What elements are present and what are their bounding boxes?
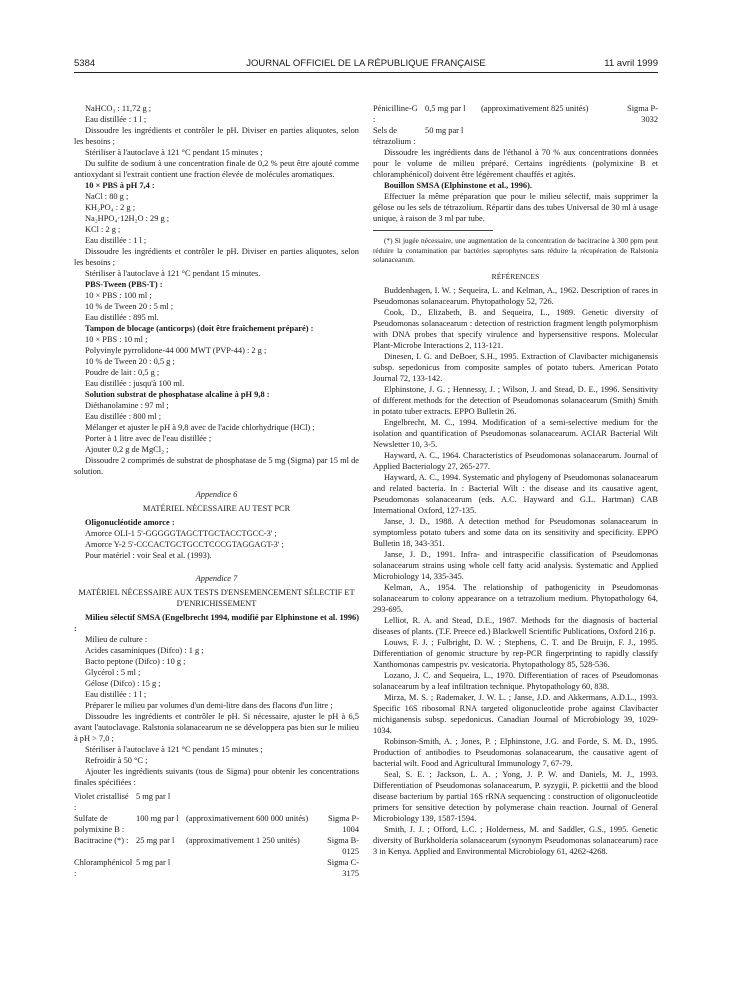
reference-item: Dinesen, I. G. and DeBoer, S.H., 1995. Extraction of Clavibacter michiganensis subsp. sepedonicus from composite samples of potato tubers. American Potato Journal 72, 133-142. bbox=[373, 351, 658, 383]
text-line: Polyvinyle pyrrolidone-44 000 MWT (PVP-44) : 2 g ; bbox=[85, 346, 267, 355]
appendix-title: MATÉRIEL NÉCESSAIRE AUX TESTS D'ENSEMENCEMENT SÉLECTIF ET D'ENRICHISSEMENT bbox=[78, 588, 355, 608]
reference-item: Janse, J. D., 1991. Infra- and intraspecific classification of Pseudomonas solanacearum strains using whole cell fatty acid analysis. Systematic and Applied Microbiology 14, 335-345. bbox=[373, 549, 658, 581]
antibiotic-name: Pénicilline-G : bbox=[373, 104, 418, 124]
reference-item: Kelman, A., 1954. The relationship of pathogenicity in Pseudomonas solanacearum to colony appearance on a tetrazolium medium. Phytopathology 64, 293-695. bbox=[373, 582, 658, 614]
section-heading: PBS-Tween (PBS-T) : bbox=[85, 280, 163, 289]
header-rule bbox=[74, 72, 658, 73]
reference-item: Lozano, J. C. and Sequeira, L., 1970. Differentiation of races of Pseudomonas solanacearum by a leaf infiltration technique. Phytopathology 60, 838. bbox=[373, 670, 658, 691]
antibiotics-table-continued bbox=[373, 103, 658, 147]
paragraph: Effectuer la même préparation que pour le milieu sélectif, mais supprimer la gélose ou les sels de tétrazolium. Répartir dans des tubes Universal de 30 ml à usage unique, à raison de 3 ml par tube. bbox=[373, 192, 658, 223]
page-number: 5384 bbox=[74, 58, 96, 69]
antibiotic-dose: 25 mg par l bbox=[136, 836, 175, 845]
text-line: 10 % de Tween 20 : 5 ml ; bbox=[85, 302, 174, 311]
paragraph: Dissoudre 2 comprimés de substrat de phosphatase de 5 mg (Sigma) par 15 ml de solution. bbox=[74, 456, 359, 476]
paragraph: Préparer le milieu par volumes d'un demi-litre dans des flacons d'un litre ; bbox=[85, 701, 333, 710]
text-line: Ajouter 0,2 g de MgCl₂ ; bbox=[85, 445, 169, 454]
reference-item: Engelbrecht, M. C., 1994. Modification of a semi-selective medium for the isolation and quantification of Pseudomonas solanacearum. ACIAR Bacterial Wilt Newsletter 10, 3-5. bbox=[373, 417, 658, 449]
paragraph: Dissoudre les ingrédients et contrôler le pH. Diviser en parties aliquotes, selon les besoins ; bbox=[74, 247, 359, 267]
paragraph: Ajouter les ingrédients suivants (tous de Sigma) pour obtenir les concentrations finales spécifiées : bbox=[74, 767, 359, 787]
text-line: KH₂PO₄ : 2 g ; bbox=[85, 203, 136, 212]
paragraph: Dissoudre les ingrédients dans de l'éthanol à 70 % aux concentrations données pour le volume de milieu préparé. Certains ingrédients (polymixine B et chloramphénicol) doivent être légèrement chauffés et agités. bbox=[373, 148, 658, 179]
text-line: Refroidir à 50 °C ; bbox=[85, 756, 148, 765]
left-column bbox=[74, 103, 359, 879]
text-line: Bacto peptone (Difco) : 10 g ; bbox=[85, 657, 186, 666]
text-line: Poudre de lait : 0,5 g ; bbox=[85, 368, 160, 377]
text-line: KCl : 2 g ; bbox=[85, 225, 121, 234]
antibiotic-ref bbox=[319, 791, 359, 813]
text-line: Stériliser à l'autoclave à 121 °C pendant 15 minutes. bbox=[85, 269, 261, 278]
text-line: Porter à 1 litre avec de l'eau distillée ; bbox=[85, 434, 212, 443]
text-line: Diéthanolamine : 97 ml ; bbox=[85, 401, 169, 410]
reference-item: Robinson-Smith, A. ; Jones, P. ; Elphinstone, J.G. and Forde, S. M. D., 1995. Production of antibodies to Pseudomonas solanacearum, the causative agent of bacterial wilt. Food and Agricultural Immunology 7, 67-79. bbox=[373, 736, 658, 768]
antibiotics-table bbox=[74, 791, 359, 879]
antibiotic-approx: (approximativement 600 000 unités) bbox=[186, 814, 309, 823]
antibiotic-approx: (approximativement 1 250 unités) bbox=[186, 836, 300, 845]
reference-item: Mirza, M. S. ; Rademaker, J. W. L. ; Janse, J.D. and Akkermans, A.D.L., 1993. Specific 16S ribosomal RNA targeted oligonucleotide probe against Clavibacter michiganensis subsp. sepedonicus. Canadian Journal of Microbiology 39, 1029-1034. bbox=[373, 692, 658, 735]
text-line: Na₂HPO₄·12H₂O : 29 g ; bbox=[85, 214, 170, 223]
text-line: Stériliser à l'autoclave à 121 °C pendant 15 minutes ; bbox=[85, 148, 263, 157]
text-line: Acides casaminiques (Difco) : 1 g ; bbox=[85, 646, 204, 655]
paragraph: Du sulfite de sodium à une concentration finale de 0,2 % peut être ajouté comme antioxydant si l'extrait contient une fraction élevée de molécules aromatiques. bbox=[74, 159, 359, 179]
reference-item: Smith, J. J. ; Offord, L.C. ; Holderness, M. and Saddler, G.S., 1995. Genetic diversity of Burkholderia solanacearum (synonym Pseudomonas solanacearum) race 3 in Kenya. Applied and Environmental Microbiology 61, 4262-4268. bbox=[373, 824, 658, 856]
text-line: 10 % de Tween 20 : 0,5 g ; bbox=[85, 357, 175, 366]
text-line: 10 × PBS : 100 ml ; bbox=[85, 291, 152, 300]
text-line: Amorce OLI-1 5'-GGGGGTAGCTTGCTACCTGCC-3' ; bbox=[85, 529, 277, 538]
text-line: Eau distillée : 1 l ; bbox=[85, 115, 147, 124]
antibiotic-approx: (approximativement 825 unités) bbox=[481, 104, 589, 113]
antibiotic-ref: Sigma B-0125 bbox=[327, 836, 359, 856]
antibiotic-name: Sulfate de polymixine B : bbox=[74, 814, 125, 834]
page-header bbox=[74, 58, 658, 70]
reference-item: Buddenhagen, I. W. ; Sequeira, L. and Kelman, A., 1962. Description of races in Pseudomonas solanacearum. Phytopathology 52, 726. bbox=[373, 285, 658, 306]
text-line: Eau distillée : jusqu'à 100 ml. bbox=[85, 379, 185, 388]
journal-title: JOURNAL OFFICIEL DE LA RÉPUBLIQUE FRANÇAISE bbox=[246, 58, 486, 69]
text-line: Pour matériel : voir Seal et al. (1993). bbox=[85, 551, 212, 560]
text-line: Gélose (Difco) : 15 g ; bbox=[85, 679, 161, 688]
references-list bbox=[373, 285, 658, 857]
paragraph: Dissoudre les ingrédients et contrôler le pH. Si nécessaire, ajuster le pH à 6,5 avant l'autoclavage. Ralstonia solanacearum ne se développera pas bien sur le milieu à pH > 7,0 ; bbox=[74, 712, 359, 743]
section-heading: Milieu sélectif SMSA (Engelbrecht 1994, modifié par Elphinstone et al. 1996) : bbox=[74, 613, 359, 633]
appendix-title: MATÉRIEL NÉCESSAIRE AU TEST PCR bbox=[142, 504, 291, 513]
reference-item: Lelliot, R. A. and Stead, D.E., 1987. Methods for the diagnosis of bacterial diseases of plants. (T.F. Preece ed.) Blackwell Scientific Publications, Oxford 216 p. bbox=[373, 615, 658, 636]
appendix-label: Appendice 6 bbox=[195, 490, 238, 499]
references-title: RÉFÉRENCES bbox=[491, 271, 540, 281]
antibiotic-name: Violet cristallisé : bbox=[74, 792, 129, 812]
footnote: (*) Si jugée nécessaire, une augmentation de la concentration de bacitracine à 300 ppm peut réduire la contamination par bactéries saprophytes sans réduire la récupération de Ralstonia solanacearum. bbox=[373, 236, 658, 264]
reference-item: Janse, J. D., 1988. A detection method for Pseudomonas solanacearum in symptomless potato tubers and some data on its sensitivity and specificity. EPPO Bulletin 18, 343-351. bbox=[373, 516, 658, 548]
reference-item: Seal, S. E. ; Jackson, L. A. ; Yong, J. P. W. and Daniels, M. J., 1993. Differentiation of Pseudomonas solanacearum, P. syzygii, P. pickettii and the blood disease bacterium by partial 16S rRNA sequencing : construction of oligonucleotide primers for sensitive detection by polymerase chain reaction. Journal of General Microbiology 139, 1587-1594. bbox=[373, 769, 658, 823]
antibiotic-approx bbox=[186, 857, 315, 879]
antibiotic-approx bbox=[481, 125, 614, 147]
text-line: 10 × PBS : 10 ml ; bbox=[85, 335, 148, 344]
antibiotic-dose: 5 mg par l bbox=[136, 858, 171, 867]
text-line: Stériliser à l'autoclave à 121 °C pendant 15 minutes ; bbox=[85, 745, 263, 754]
section-heading: Bouillon SMSA (Elphinstone et al., 1996). bbox=[384, 181, 532, 190]
text-line: NaHCO₃ : 11,72 g ; bbox=[85, 104, 152, 113]
antibiotic-name: Sels de tétrazolium : bbox=[373, 126, 416, 146]
reference-item: Elphinstone, J. G. ; Hennessy, J. ; Wilson, J. and Stead, D. E., 1996. Sensitivity of different methods for the detection of Pseudomonas solanacearum (Smith) Smith in potato tuber extracts. EPPO Bulletin 26. bbox=[373, 384, 658, 416]
paragraph: Dissoudre les ingrédients et contrôler le pH. Diviser en parties aliquotes, selon les besoins ; bbox=[74, 126, 359, 146]
text-line: Eau distillée : 1 l ; bbox=[85, 236, 147, 245]
text-line: Eau distillée : 800 ml ; bbox=[85, 412, 162, 421]
issue-date: 11 avril 1999 bbox=[604, 58, 658, 69]
text-line: Milieu de culture : bbox=[85, 635, 148, 644]
reference-item: Hayward, A. C., 1994. Systematic and phylogeny of Pseudomonas solanacearum and related bacteria. In : Bacterial Wilt : the disease and its causative agent, Pseudomonas solanacearum (eds. A.C. Hayward and G.L. Hartman) CAB International Oxford, 127-135. bbox=[373, 472, 658, 515]
antibiotic-ref: Sigma C-3175 bbox=[327, 858, 359, 878]
text-line: NaCl : 80 g ; bbox=[85, 192, 129, 201]
paragraph: Mélanger et ajuster le pH à 9,8 avec de l'acide chlorhydrique (HCl) ; bbox=[85, 423, 315, 432]
text-line: Eau distillée : 1 l ; bbox=[85, 690, 147, 699]
antibiotic-approx bbox=[186, 791, 315, 813]
antibiotic-dose: 0,5 mg par l bbox=[425, 104, 466, 113]
section-heading: Oligonucléotide amorce : bbox=[85, 518, 175, 527]
section-heading: 10 × PBS à pH 7,4 : bbox=[85, 181, 155, 190]
reference-item: Hayward, A. C., 1964. Characteristics of Pseudomonas solanacearum. Journal of Applied Bacteriology 27, 265-277. bbox=[373, 450, 658, 471]
antibiotic-dose: 5 mg par l bbox=[136, 792, 171, 801]
antibiotic-dose: 50 mg par l bbox=[425, 126, 464, 135]
text-line: Eau distillée : 895 ml. bbox=[85, 313, 159, 322]
antibiotic-ref: Sigma P-3032 bbox=[627, 104, 658, 124]
antibiotic-name: Chloramphénicol : bbox=[74, 858, 133, 878]
appendix-label: Appendice 7 bbox=[195, 574, 238, 583]
antibiotic-ref: Sigma P-1004 bbox=[328, 814, 359, 834]
footnote-rule bbox=[373, 230, 493, 231]
text-line: Amorce Y-2 5'-CCCACTGCTGCCTCCCGTAGGAGT-3' ; bbox=[85, 540, 284, 549]
section-heading: Solution substrat de phosphatase alcaline à pH 9,8 : bbox=[85, 390, 270, 399]
antibiotic-dose: 100 mg par l bbox=[136, 814, 179, 823]
antibiotic-ref bbox=[618, 125, 658, 147]
antibiotic-name: Bacitracine (*) : bbox=[74, 836, 129, 845]
reference-item: Cook, D., Elizabeth, B. and Sequeira, L., 1989. Genetic diversity of Pseudomonas solanacearum : detection of restriction fragment length polymorphism with DNA probes that specify virulence and hypersensitive respons. Molecular Plant-Microbe Interactions 2, 113-121. bbox=[373, 307, 658, 350]
section-heading: Tampon de blocage (anticorps) (doit être fraîchement préparé) : bbox=[85, 324, 314, 333]
reference-item: Louws, F. J. ; Fulbright, D. W. ; Stephens, C. T. and De Bruijn, F. J., 1995. Differentiation of genomic structure by rep-PCR fingerprinting to rapidly classify Xanthomonas campestris pv. vesicatoria. Phytopathology 85, 528-536. bbox=[373, 637, 658, 669]
text-line: Glycérol : 5 ml ; bbox=[85, 668, 141, 677]
right-column bbox=[373, 103, 658, 857]
